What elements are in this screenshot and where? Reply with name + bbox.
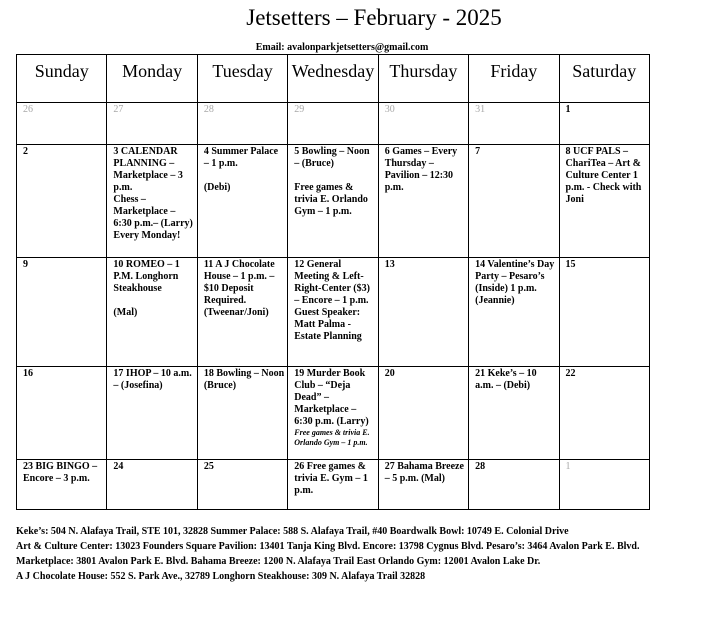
day-event-text: 27 Bahama Breeze – 5 p.m. (Mal) bbox=[384, 461, 467, 484]
day-cell bbox=[107, 145, 197, 258]
day-cell bbox=[469, 103, 559, 145]
day-event-text: 28 bbox=[475, 461, 486, 472]
week-row bbox=[17, 103, 650, 145]
address-line: Marketplace: 3801 Avalon Park E. Blvd. Bahama Breeze: 1200 N. Alafaya Trail East Orlando Gym: 12001 Avalon Lake Dr. bbox=[16, 556, 541, 567]
day-cell bbox=[288, 460, 378, 510]
day-cell bbox=[107, 103, 197, 145]
day-cell bbox=[107, 460, 197, 510]
day-event-text: 21 Keke’s – 10 a.m. – (Debi) bbox=[475, 368, 540, 391]
day-event-text: 7 bbox=[475, 146, 481, 157]
day-event-text: 31 bbox=[475, 104, 486, 115]
weekday-header: Tuesday bbox=[197, 55, 287, 103]
day-event-text: 23 BIG BINGO – Encore – 3 p.m. bbox=[23, 461, 100, 484]
day-event-text: 10 ROMEO – 1 P.M. Longhorn Steakhouse (Mal) bbox=[113, 259, 180, 318]
day-cell bbox=[288, 103, 378, 145]
day-event-text: 11 A J Chocolate House – 1 p.m. – $10 Deposit Required. (Tweenar/Joni) bbox=[203, 259, 278, 318]
day-event-text: 29 bbox=[294, 104, 305, 115]
address-line: Keke’s: 504 N. Alafaya Trail, STE 101, 32828 Summer Palace: 588 S. Alafaya Trail, #40 Boardwalk Bowl: 10749 E. Colonial Drive bbox=[16, 526, 569, 537]
week-row bbox=[17, 460, 650, 510]
day-event-text: 1 bbox=[565, 104, 571, 115]
weekday-header: Sunday bbox=[17, 55, 107, 103]
day-event-text: 26 Free games & trivia E. Gym – 1 p.m. bbox=[294, 461, 371, 496]
day-cell bbox=[288, 258, 378, 367]
day-cell bbox=[559, 103, 649, 145]
day-event-text: 15 bbox=[565, 259, 576, 270]
day-event-text: 27 bbox=[113, 104, 124, 115]
day-event-text: 3 CALENDAR PLANNING – Marketplace – 3 p.m. Chess – Marketplace – 6:30 p.m.– (Larry) Every Monday! bbox=[113, 146, 193, 241]
day-cell bbox=[197, 367, 287, 460]
day-event-text: 30 bbox=[384, 104, 395, 115]
day-cell bbox=[17, 367, 107, 460]
calendar-grid bbox=[16, 54, 650, 510]
day-cell bbox=[469, 145, 559, 258]
day-event-note: Free games & trivia E. Orlando Gym – 1 p.m. bbox=[294, 428, 372, 447]
address-line: Art & Culture Center: 13023 Founders Square Pavilion: 13401 Tanja King Blvd. Encore: 13798 Cygnus Blvd. Pesaro’s: 3464 Avalon Park E. Blvd. bbox=[16, 541, 640, 552]
day-cell bbox=[197, 460, 287, 510]
day-cell bbox=[378, 258, 468, 367]
day-event-text: 5 Bowling – Noon – (Bruce) Free games & trivia E. Orlando Gym – 1 p.m. bbox=[294, 146, 370, 217]
day-cell bbox=[559, 145, 649, 258]
day-event-text: 8 UCF PALS – ChariTea – Art & Culture Center 1 p.m. - Check with Joni bbox=[565, 146, 644, 205]
day-event-text: 13 bbox=[384, 259, 395, 270]
day-cell bbox=[197, 145, 287, 258]
day-event-text: 2 bbox=[23, 146, 28, 157]
day-event-text: 14 Valentine’s Day Party – Pesaro’s (Inside) 1 p.m. (Jeannie) bbox=[475, 259, 557, 306]
day-event-text: 28 bbox=[203, 104, 214, 115]
venue-addresses bbox=[16, 525, 706, 585]
day-cell bbox=[469, 258, 559, 367]
day-event-text: 6 Games – Every Thursday – Pavilion – 12:30 p.m. bbox=[384, 146, 460, 193]
day-cell bbox=[197, 258, 287, 367]
week-row bbox=[17, 367, 650, 460]
day-event-text: 26 bbox=[23, 104, 33, 115]
day-event-text: 17 IHOP – 10 a.m. – (Josefina) bbox=[113, 368, 195, 391]
day-cell bbox=[288, 367, 378, 460]
day-cell bbox=[197, 103, 287, 145]
day-event-text: 24 bbox=[113, 461, 124, 472]
day-cell bbox=[288, 145, 378, 258]
weekday-header: Thursday bbox=[378, 55, 468, 103]
day-cell bbox=[378, 103, 468, 145]
day-cell bbox=[17, 103, 107, 145]
day-event-text: 1 bbox=[565, 461, 571, 472]
day-cell bbox=[17, 145, 107, 258]
day-cell bbox=[469, 460, 559, 510]
day-cell bbox=[107, 258, 197, 367]
day-cell bbox=[107, 367, 197, 460]
week-row bbox=[17, 258, 650, 367]
weekday-header: Saturday bbox=[559, 55, 649, 103]
weekday-header: Friday bbox=[469, 55, 559, 103]
day-cell bbox=[469, 367, 559, 460]
day-event-text: 20 bbox=[384, 368, 395, 379]
weekday-header: Wednesday bbox=[288, 55, 378, 103]
week-row bbox=[17, 145, 650, 258]
calendar-title: Jetsetters – February - 2025 bbox=[246, 5, 502, 30]
day-cell bbox=[559, 258, 649, 367]
day-cell bbox=[559, 367, 649, 460]
day-event-text: 4 Summer Palace – 1 p.m. (Debi) bbox=[203, 146, 279, 193]
day-cell bbox=[378, 145, 468, 258]
contact-email: Email: avalonparkjetsetters@gmail.com bbox=[255, 42, 429, 53]
day-event-text: 18 Bowling – Noon (Bruce) bbox=[203, 368, 287, 391]
day-event-text: 16 bbox=[23, 368, 33, 379]
weekday-header-row bbox=[17, 55, 650, 103]
day-event-text: 22 bbox=[565, 368, 576, 379]
day-event-text: 25 bbox=[203, 461, 214, 472]
day-cell bbox=[559, 460, 649, 510]
day-cell bbox=[17, 258, 107, 367]
address-line: A J Chocolate House: 552 S. Park Ave., 32789 Longhorn Steakhouse: 309 N. Alafaya Trail 32828 bbox=[16, 571, 426, 582]
day-event-text: 19 Murder Book Club – “Deja Dead” – Marketplace – 6:30 p.m. (Larry) bbox=[294, 368, 369, 427]
weekday-header: Monday bbox=[107, 55, 197, 103]
day-cell bbox=[378, 460, 468, 510]
day-event-text: 9 bbox=[23, 259, 28, 270]
day-cell bbox=[378, 367, 468, 460]
day-cell bbox=[17, 460, 107, 510]
day-event-text: 12 General Meeting & Left-Right-Center ($3) – Encore – 1 p.m. Guest Speaker: Matt Palma -Estate Planning bbox=[294, 259, 373, 342]
